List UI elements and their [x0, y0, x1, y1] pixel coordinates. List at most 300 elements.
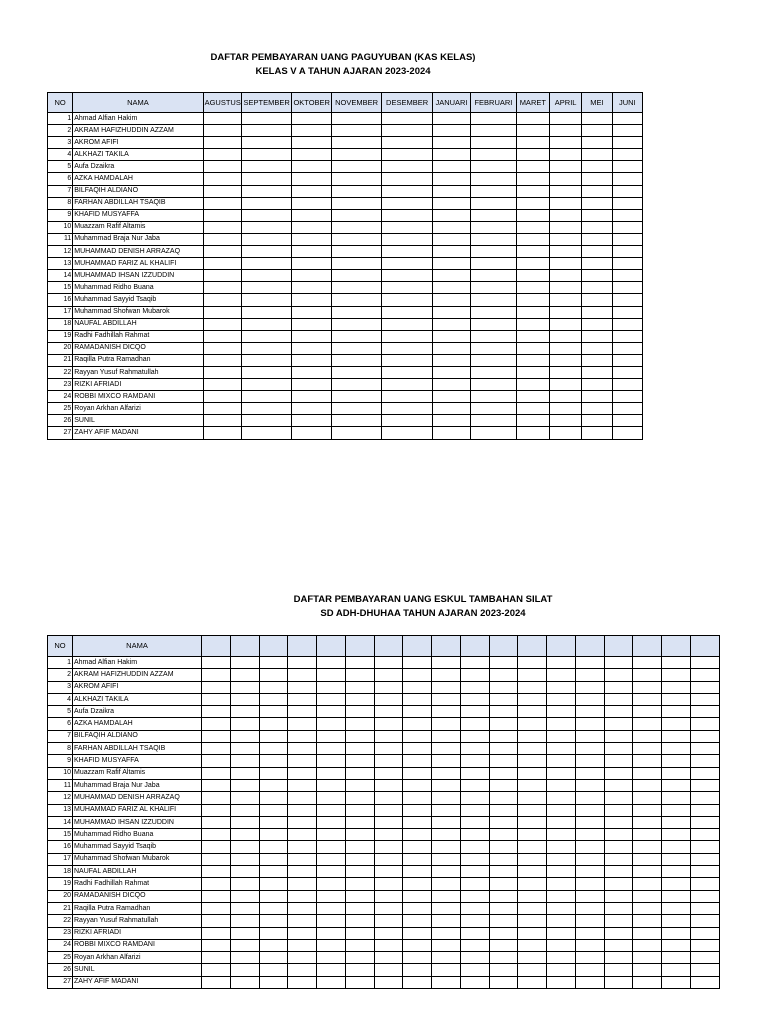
payment-cell[interactable] [432, 342, 470, 354]
payment-cell[interactable] [288, 952, 317, 964]
payment-cell[interactable] [230, 804, 259, 816]
payment-cell[interactable] [604, 816, 633, 828]
payment-cell[interactable] [633, 853, 662, 865]
payment-cell[interactable] [612, 391, 642, 403]
payment-cell[interactable] [489, 952, 518, 964]
payment-cell[interactable] [662, 779, 691, 791]
payment-cell[interactable] [203, 149, 241, 161]
payment-cell[interactable] [489, 890, 518, 902]
payment-cell[interactable] [374, 767, 403, 779]
payment-cell[interactable] [575, 657, 604, 669]
payment-cell[interactable] [460, 681, 489, 693]
payment-cell[interactable] [662, 657, 691, 669]
payment-cell[interactable] [432, 804, 461, 816]
payment-cell[interactable] [382, 185, 433, 197]
payment-cell[interactable] [633, 915, 662, 927]
payment-cell[interactable] [202, 890, 231, 902]
payment-cell[interactable] [604, 841, 633, 853]
payment-cell[interactable] [292, 318, 331, 330]
payment-cell[interactable] [549, 125, 581, 137]
payment-cell[interactable] [547, 853, 576, 865]
payment-cell[interactable] [203, 427, 241, 439]
payment-cell[interactable] [575, 976, 604, 988]
payment-cell[interactable] [662, 755, 691, 767]
payment-cell[interactable] [432, 125, 470, 137]
payment-cell[interactable] [489, 841, 518, 853]
payment-cell[interactable] [516, 366, 549, 378]
payment-cell[interactable] [489, 927, 518, 939]
payment-cell[interactable] [345, 718, 374, 730]
payment-cell[interactable] [582, 113, 612, 125]
payment-cell[interactable] [612, 149, 642, 161]
payment-cell[interactable] [230, 853, 259, 865]
payment-cell[interactable] [604, 693, 633, 705]
payment-cell[interactable] [202, 952, 231, 964]
payment-cell[interactable] [489, 657, 518, 669]
payment-cell[interactable] [331, 427, 382, 439]
payment-cell[interactable] [516, 125, 549, 137]
payment-cell[interactable] [489, 755, 518, 767]
payment-cell[interactable] [691, 792, 720, 804]
payment-cell[interactable] [549, 270, 581, 282]
payment-cell[interactable] [662, 952, 691, 964]
payment-cell[interactable] [374, 976, 403, 988]
payment-cell[interactable] [516, 173, 549, 185]
payment-cell[interactable] [432, 841, 461, 853]
payment-cell[interactable] [604, 779, 633, 791]
payment-cell[interactable] [489, 681, 518, 693]
payment-cell[interactable] [432, 743, 461, 755]
payment-cell[interactable] [662, 669, 691, 681]
payment-cell[interactable] [202, 693, 231, 705]
payment-cell[interactable] [317, 829, 346, 841]
payment-cell[interactable] [612, 306, 642, 318]
payment-cell[interactable] [516, 258, 549, 270]
payment-cell[interactable] [241, 185, 292, 197]
payment-cell[interactable] [259, 743, 288, 755]
payment-cell[interactable] [604, 890, 633, 902]
payment-cell[interactable] [202, 804, 231, 816]
payment-cell[interactable] [471, 125, 516, 137]
payment-cell[interactable] [518, 693, 547, 705]
payment-cell[interactable] [612, 258, 642, 270]
payment-cell[interactable] [582, 415, 612, 427]
payment-cell[interactable] [471, 391, 516, 403]
payment-cell[interactable] [403, 706, 432, 718]
payment-cell[interactable] [432, 161, 470, 173]
payment-cell[interactable] [382, 427, 433, 439]
payment-cell[interactable] [374, 730, 403, 742]
payment-cell[interactable] [604, 866, 633, 878]
payment-cell[interactable] [432, 902, 461, 914]
payment-cell[interactable] [203, 282, 241, 294]
payment-cell[interactable] [382, 246, 433, 258]
payment-cell[interactable] [432, 258, 470, 270]
payment-cell[interactable] [516, 379, 549, 391]
payment-cell[interactable] [292, 197, 331, 209]
payment-cell[interactable] [691, 693, 720, 705]
payment-cell[interactable] [230, 841, 259, 853]
payment-cell[interactable] [460, 755, 489, 767]
payment-cell[interactable] [604, 706, 633, 718]
payment-cell[interactable] [403, 902, 432, 914]
payment-cell[interactable] [382, 270, 433, 282]
payment-cell[interactable] [317, 779, 346, 791]
payment-cell[interactable] [549, 342, 581, 354]
payment-cell[interactable] [382, 391, 433, 403]
payment-cell[interactable] [331, 366, 382, 378]
payment-cell[interactable] [345, 829, 374, 841]
payment-cell[interactable] [288, 939, 317, 951]
payment-cell[interactable] [288, 964, 317, 976]
payment-cell[interactable] [202, 755, 231, 767]
payment-cell[interactable] [633, 657, 662, 669]
payment-cell[interactable] [612, 270, 642, 282]
payment-cell[interactable] [292, 354, 331, 366]
payment-cell[interactable] [202, 841, 231, 853]
payment-cell[interactable] [518, 706, 547, 718]
payment-cell[interactable] [292, 233, 331, 245]
payment-cell[interactable] [259, 902, 288, 914]
payment-cell[interactable] [292, 161, 331, 173]
payment-cell[interactable] [241, 125, 292, 137]
payment-cell[interactable] [317, 890, 346, 902]
payment-cell[interactable] [292, 137, 331, 149]
payment-cell[interactable] [691, 718, 720, 730]
payment-cell[interactable] [518, 681, 547, 693]
payment-cell[interactable] [516, 149, 549, 161]
payment-cell[interactable] [317, 681, 346, 693]
payment-cell[interactable] [331, 137, 382, 149]
payment-cell[interactable] [518, 755, 547, 767]
payment-cell[interactable] [203, 366, 241, 378]
payment-cell[interactable] [202, 681, 231, 693]
payment-cell[interactable] [202, 915, 231, 927]
payment-cell[interactable] [547, 804, 576, 816]
payment-cell[interactable] [516, 318, 549, 330]
payment-cell[interactable] [471, 379, 516, 391]
payment-cell[interactable] [403, 964, 432, 976]
payment-cell[interactable] [432, 270, 470, 282]
payment-cell[interactable] [460, 718, 489, 730]
payment-cell[interactable] [241, 197, 292, 209]
payment-cell[interactable] [516, 330, 549, 342]
payment-cell[interactable] [241, 282, 292, 294]
payment-cell[interactable] [288, 853, 317, 865]
payment-cell[interactable] [230, 693, 259, 705]
payment-cell[interactable] [691, 755, 720, 767]
payment-cell[interactable] [633, 939, 662, 951]
payment-cell[interactable] [288, 878, 317, 890]
payment-cell[interactable] [230, 866, 259, 878]
payment-cell[interactable] [518, 792, 547, 804]
payment-cell[interactable] [518, 730, 547, 742]
payment-cell[interactable] [575, 939, 604, 951]
payment-cell[interactable] [331, 379, 382, 391]
payment-cell[interactable] [604, 927, 633, 939]
payment-cell[interactable] [518, 767, 547, 779]
payment-cell[interactable] [662, 693, 691, 705]
payment-cell[interactable] [575, 952, 604, 964]
payment-cell[interactable] [345, 878, 374, 890]
payment-cell[interactable] [345, 915, 374, 927]
payment-cell[interactable] [549, 113, 581, 125]
payment-cell[interactable] [259, 976, 288, 988]
payment-cell[interactable] [547, 767, 576, 779]
payment-cell[interactable] [662, 706, 691, 718]
payment-cell[interactable] [382, 137, 433, 149]
payment-cell[interactable] [241, 161, 292, 173]
payment-cell[interactable] [662, 730, 691, 742]
payment-cell[interactable] [432, 379, 470, 391]
payment-cell[interactable] [203, 209, 241, 221]
payment-cell[interactable] [691, 902, 720, 914]
payment-cell[interactable] [549, 282, 581, 294]
payment-cell[interactable] [575, 866, 604, 878]
payment-cell[interactable] [331, 185, 382, 197]
payment-cell[interactable] [317, 669, 346, 681]
payment-cell[interactable] [489, 706, 518, 718]
payment-cell[interactable] [612, 197, 642, 209]
payment-cell[interactable] [518, 816, 547, 828]
payment-cell[interactable] [612, 221, 642, 233]
payment-cell[interactable] [516, 221, 549, 233]
payment-cell[interactable] [230, 767, 259, 779]
payment-cell[interactable] [230, 976, 259, 988]
payment-cell[interactable] [633, 952, 662, 964]
payment-cell[interactable] [489, 804, 518, 816]
payment-cell[interactable] [317, 952, 346, 964]
payment-cell[interactable] [203, 379, 241, 391]
payment-cell[interactable] [471, 306, 516, 318]
payment-cell[interactable] [516, 354, 549, 366]
payment-cell[interactable] [460, 743, 489, 755]
payment-cell[interactable] [691, 964, 720, 976]
payment-cell[interactable] [374, 804, 403, 816]
payment-cell[interactable] [549, 161, 581, 173]
payment-cell[interactable] [331, 282, 382, 294]
payment-cell[interactable] [203, 318, 241, 330]
payment-cell[interactable] [575, 853, 604, 865]
payment-cell[interactable] [575, 915, 604, 927]
payment-cell[interactable] [582, 173, 612, 185]
payment-cell[interactable] [691, 866, 720, 878]
payment-cell[interactable] [582, 282, 612, 294]
payment-cell[interactable] [516, 306, 549, 318]
payment-cell[interactable] [382, 221, 433, 233]
payment-cell[interactable] [259, 792, 288, 804]
payment-cell[interactable] [202, 816, 231, 828]
payment-cell[interactable] [575, 730, 604, 742]
payment-cell[interactable] [203, 330, 241, 342]
payment-cell[interactable] [345, 755, 374, 767]
payment-cell[interactable] [575, 767, 604, 779]
payment-cell[interactable] [230, 657, 259, 669]
payment-cell[interactable] [691, 939, 720, 951]
payment-cell[interactable] [230, 730, 259, 742]
payment-cell[interactable] [432, 927, 461, 939]
payment-cell[interactable] [374, 669, 403, 681]
payment-cell[interactable] [202, 718, 231, 730]
payment-cell[interactable] [259, 915, 288, 927]
payment-cell[interactable] [518, 743, 547, 755]
payment-cell[interactable] [432, 173, 470, 185]
payment-cell[interactable] [432, 318, 470, 330]
payment-cell[interactable] [331, 258, 382, 270]
payment-cell[interactable] [547, 816, 576, 828]
payment-cell[interactable] [547, 890, 576, 902]
payment-cell[interactable] [203, 391, 241, 403]
payment-cell[interactable] [292, 270, 331, 282]
payment-cell[interactable] [292, 427, 331, 439]
payment-cell[interactable] [691, 878, 720, 890]
payment-cell[interactable] [292, 221, 331, 233]
payment-cell[interactable] [288, 829, 317, 841]
payment-cell[interactable] [489, 902, 518, 914]
payment-cell[interactable] [516, 233, 549, 245]
payment-cell[interactable] [471, 330, 516, 342]
payment-cell[interactable] [317, 878, 346, 890]
payment-cell[interactable] [633, 964, 662, 976]
payment-cell[interactable] [317, 755, 346, 767]
payment-cell[interactable] [292, 403, 331, 415]
payment-cell[interactable] [460, 669, 489, 681]
payment-cell[interactable] [432, 718, 461, 730]
payment-cell[interactable] [202, 964, 231, 976]
payment-cell[interactable] [633, 816, 662, 828]
payment-cell[interactable] [489, 767, 518, 779]
payment-cell[interactable] [259, 964, 288, 976]
payment-cell[interactable] [345, 792, 374, 804]
payment-cell[interactable] [518, 657, 547, 669]
payment-cell[interactable] [582, 330, 612, 342]
payment-cell[interactable] [259, 767, 288, 779]
payment-cell[interactable] [317, 816, 346, 828]
payment-cell[interactable] [317, 866, 346, 878]
payment-cell[interactable] [259, 681, 288, 693]
payment-cell[interactable] [604, 829, 633, 841]
payment-cell[interactable] [662, 902, 691, 914]
payment-cell[interactable] [547, 927, 576, 939]
payment-cell[interactable] [516, 246, 549, 258]
payment-cell[interactable] [317, 693, 346, 705]
payment-cell[interactable] [549, 185, 581, 197]
payment-cell[interactable] [471, 258, 516, 270]
payment-cell[interactable] [432, 221, 470, 233]
payment-cell[interactable] [203, 246, 241, 258]
payment-cell[interactable] [471, 137, 516, 149]
payment-cell[interactable] [374, 755, 403, 767]
payment-cell[interactable] [516, 197, 549, 209]
payment-cell[interactable] [612, 125, 642, 137]
payment-cell[interactable] [202, 853, 231, 865]
payment-cell[interactable] [374, 706, 403, 718]
payment-cell[interactable] [241, 258, 292, 270]
payment-cell[interactable] [259, 816, 288, 828]
payment-cell[interactable] [691, 706, 720, 718]
payment-cell[interactable] [489, 693, 518, 705]
payment-cell[interactable] [489, 976, 518, 988]
payment-cell[interactable] [691, 890, 720, 902]
payment-cell[interactable] [288, 792, 317, 804]
payment-cell[interactable] [489, 866, 518, 878]
payment-cell[interactable] [259, 853, 288, 865]
payment-cell[interactable] [331, 113, 382, 125]
payment-cell[interactable] [549, 379, 581, 391]
payment-cell[interactable] [317, 730, 346, 742]
payment-cell[interactable] [292, 113, 331, 125]
payment-cell[interactable] [241, 306, 292, 318]
payment-cell[interactable] [382, 113, 433, 125]
payment-cell[interactable] [575, 718, 604, 730]
payment-cell[interactable] [331, 149, 382, 161]
payment-cell[interactable] [292, 149, 331, 161]
payment-cell[interactable] [203, 113, 241, 125]
payment-cell[interactable] [604, 804, 633, 816]
payment-cell[interactable] [471, 221, 516, 233]
payment-cell[interactable] [633, 866, 662, 878]
payment-cell[interactable] [471, 366, 516, 378]
payment-cell[interactable] [432, 415, 470, 427]
payment-cell[interactable] [604, 730, 633, 742]
payment-cell[interactable] [633, 693, 662, 705]
payment-cell[interactable] [331, 197, 382, 209]
payment-cell[interactable] [549, 173, 581, 185]
payment-cell[interactable] [547, 915, 576, 927]
payment-cell[interactable] [202, 866, 231, 878]
payment-cell[interactable] [662, 767, 691, 779]
payment-cell[interactable] [460, 939, 489, 951]
payment-cell[interactable] [549, 221, 581, 233]
payment-cell[interactable] [547, 681, 576, 693]
payment-cell[interactable] [317, 718, 346, 730]
payment-cell[interactable] [288, 767, 317, 779]
payment-cell[interactable] [691, 816, 720, 828]
payment-cell[interactable] [691, 767, 720, 779]
payment-cell[interactable] [691, 743, 720, 755]
payment-cell[interactable] [331, 209, 382, 221]
payment-cell[interactable] [230, 755, 259, 767]
payment-cell[interactable] [633, 669, 662, 681]
payment-cell[interactable] [471, 342, 516, 354]
payment-cell[interactable] [374, 718, 403, 730]
payment-cell[interactable] [202, 730, 231, 742]
payment-cell[interactable] [460, 730, 489, 742]
payment-cell[interactable] [432, 233, 470, 245]
payment-cell[interactable] [202, 657, 231, 669]
payment-cell[interactable] [518, 878, 547, 890]
payment-cell[interactable] [549, 149, 581, 161]
payment-cell[interactable] [516, 270, 549, 282]
payment-cell[interactable] [612, 137, 642, 149]
payment-cell[interactable] [516, 403, 549, 415]
payment-cell[interactable] [549, 354, 581, 366]
payment-cell[interactable] [582, 137, 612, 149]
payment-cell[interactable] [317, 964, 346, 976]
payment-cell[interactable] [633, 755, 662, 767]
payment-cell[interactable] [259, 866, 288, 878]
payment-cell[interactable] [471, 149, 516, 161]
payment-cell[interactable] [432, 354, 470, 366]
payment-cell[interactable] [345, 669, 374, 681]
payment-cell[interactable] [202, 939, 231, 951]
payment-cell[interactable] [691, 915, 720, 927]
payment-cell[interactable] [582, 379, 612, 391]
payment-cell[interactable] [460, 693, 489, 705]
payment-cell[interactable] [489, 792, 518, 804]
payment-cell[interactable] [203, 270, 241, 282]
payment-cell[interactable] [202, 792, 231, 804]
